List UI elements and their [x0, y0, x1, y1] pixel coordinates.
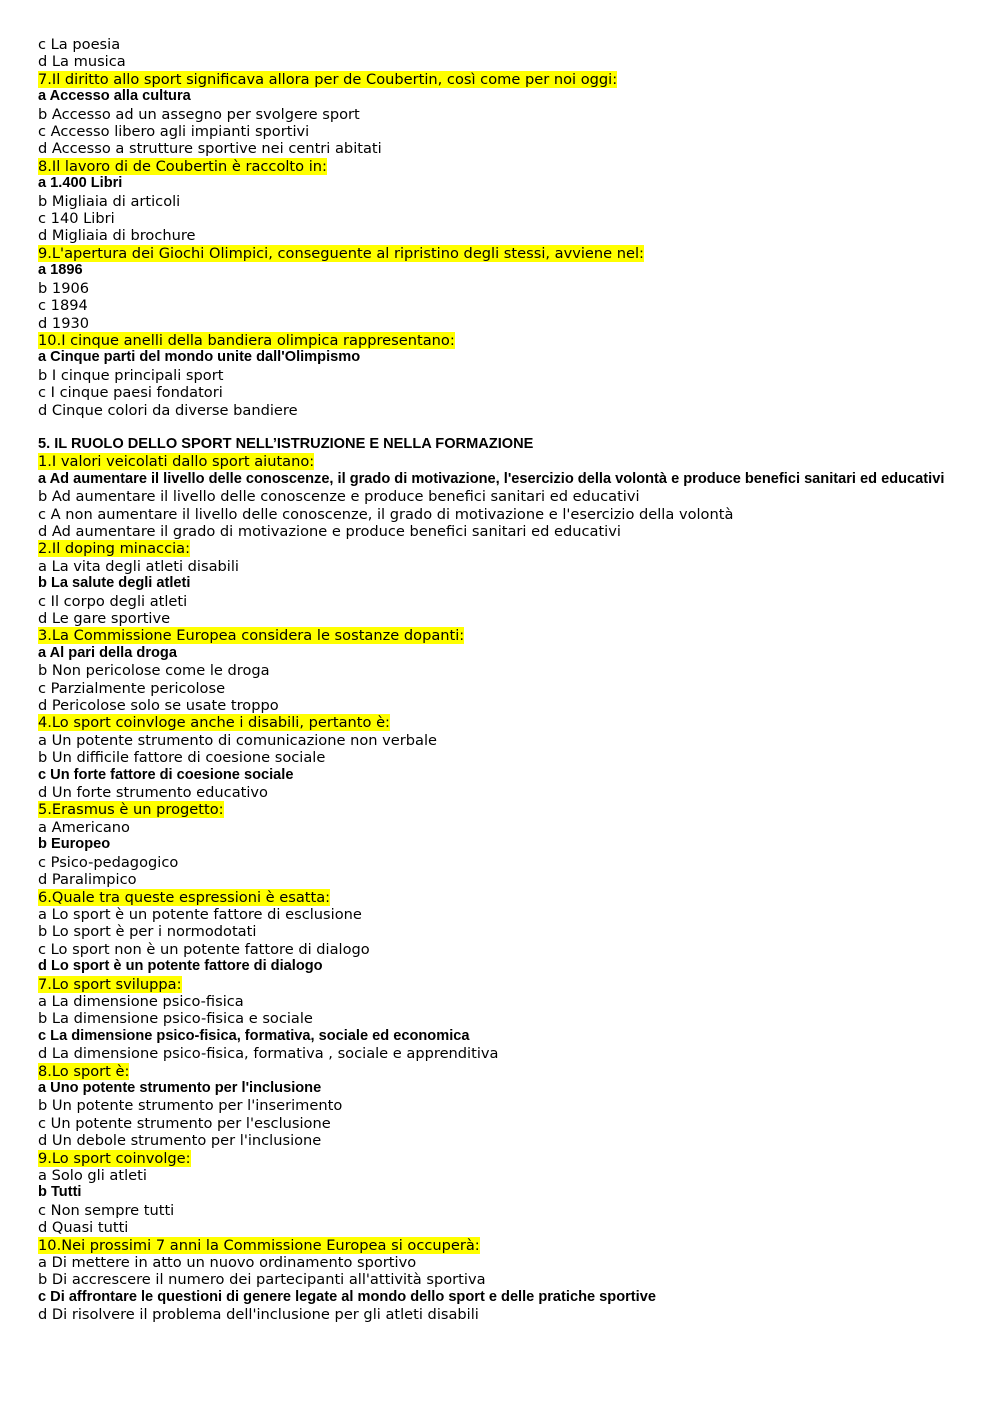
answer-option: d La dimensione psico-fisica, formativa , sociale e apprenditiva: [38, 1045, 499, 1063]
correct-answer: a Uno potente strumento per l'inclusione: [38, 1079, 322, 1096]
question: [38, 245, 968, 262]
correct-answer: d Lo sport è un potente fattore di dialogo: [38, 958, 323, 975]
correct-answer: a 1.400 Libri: [38, 175, 123, 192]
answer-option: b I cinque principali sport: [38, 366, 224, 384]
answer-option: b La dimensione psico-fisica e sociale: [38, 1010, 313, 1028]
answer-option: a Solo gli atleti: [38, 1167, 147, 1184]
answer-option: c Un potente strumento per l'esclusione: [38, 1114, 331, 1132]
answer-option: a Lo sport è un potente fattore di esclusione: [38, 905, 362, 923]
question: [38, 71, 968, 88]
correct-answer: c Di affrontare le questioni di genere legate al mondo dello sport e delle pratiche sportive: [38, 1288, 656, 1305]
answer-option: d Quasi tutti: [38, 1219, 129, 1237]
correct-answer: a Accesso alla cultura: [38, 88, 191, 105]
correct-answer: c La dimensione psico-fisica, formativa, sociale ed economica: [38, 1027, 470, 1044]
question-text: 7.Lo sport sviluppa:: [38, 975, 182, 993]
section-4-tail: [38, 36, 968, 71]
answer-option: d Pericolose solo se usate troppo: [38, 697, 279, 715]
section-title: 5. IL RUOLO DELLO SPORT NELL’ISTRUZIONE E NELLA FORMAZIONE: [38, 435, 534, 452]
question: [38, 889, 968, 906]
answer-option: b Di accrescere il numero dei partecipanti all'attività sportiva: [38, 1271, 486, 1289]
question: [38, 1063, 968, 1080]
question-text: 2.Il doping minaccia:: [38, 540, 191, 558]
correct-answer: a Al pari della droga: [38, 644, 177, 661]
answer-option: b Migliaia di articoli: [38, 192, 181, 210]
document-page: [38, 36, 968, 1324]
correct-answer: b Europeo: [38, 836, 111, 853]
answer-option: c Accesso libero agli impianti sportivi: [38, 123, 310, 141]
question: [38, 453, 968, 470]
question-text: 8.Il lavoro di de Coubertin è raccolto in:: [38, 157, 327, 175]
question-text: 8.Lo sport è:: [38, 1062, 130, 1080]
answer-option: b Lo sport è per i normodotati: [38, 923, 257, 941]
answer-option: a La dimensione psico-fisica: [38, 992, 244, 1010]
question: [38, 627, 968, 644]
question: [38, 1237, 968, 1254]
question: [38, 1150, 968, 1167]
answer-option: a Americano: [38, 818, 130, 836]
answer-option: d Accesso a strutture sportive nei centri abitati: [38, 140, 382, 158]
answer-option: d 1930: [38, 314, 90, 332]
question: [38, 158, 968, 175]
answer-option: a Di mettere in atto un nuovo ordinamento sportivo: [38, 1254, 417, 1272]
answer-option: c A non aumentare il livello delle conoscenze, il grado di motivazione e l'esercizio della volontà: [38, 505, 734, 523]
answer-option: c I cinque paesi fondatori: [38, 384, 223, 402]
answer-option: b 1906: [38, 279, 90, 297]
correct-answer: a Cinque parti del mondo unite dall'Olimpismo: [38, 349, 361, 366]
answer-option: c 140 Libri: [38, 210, 115, 228]
answer-option: c Non sempre tutti: [38, 1201, 175, 1219]
answer-option: b Accesso ad un assegno per svolgere sport: [38, 105, 360, 123]
answer-option: d Un forte strumento educativo: [38, 784, 268, 802]
answer-option: b Un potente strumento per l'inserimento: [38, 1097, 343, 1115]
answer-option: d Un debole strumento per l'inclusione: [38, 1132, 322, 1150]
section-5-questions: [38, 453, 968, 1323]
answer-option: b Un difficile fattore di coesione sociale: [38, 749, 326, 767]
answer-option: c Il corpo degli atleti: [38, 592, 188, 610]
answer-option: d Migliaia di brochure: [38, 227, 196, 245]
question-text: 6.Quale tra queste espressioni è esatta:: [38, 888, 331, 906]
question-text: 4.Lo sport coinvloge anche i disabili, pertanto è:: [38, 714, 390, 732]
question: [38, 801, 968, 818]
answer-option: c Lo sport non è un potente fattore di dialogo: [38, 940, 370, 958]
question: [38, 540, 968, 557]
question-text: 9.L'apertura dei Giochi Olimpici, conseguente al ripristino degli stessi, avviene nel:: [38, 244, 644, 262]
answer-option: c La poesia: [38, 36, 121, 53]
answer-option: d La musica: [38, 53, 126, 71]
section-4-questions: [38, 71, 968, 419]
answer-option: c 1894: [38, 297, 88, 315]
question-text: 7.Il diritto allo sport significava allora per de Coubertin, così come per noi oggi:: [38, 70, 618, 88]
question-text: 10.I cinque anelli della bandiera olimpica rappresentano:: [38, 331, 455, 349]
correct-answer: a 1896: [38, 262, 83, 279]
answer-option: d Cinque colori da diverse bandiere: [38, 401, 298, 419]
correct-answer: c Un forte fattore di coesione sociale: [38, 766, 294, 783]
correct-answer: b La salute degli atleti: [38, 575, 191, 592]
answer-option: a Un potente strumento di comunicazione non verbale: [38, 731, 438, 749]
answer-option: b Ad aumentare il livello delle conoscenze e produce benefici sanitari ed educativi: [38, 488, 640, 506]
question: [38, 714, 968, 731]
answer-option: d Paralimpico: [38, 871, 137, 889]
correct-answer: b Tutti: [38, 1184, 82, 1201]
answer-option: a La vita degli atleti disabili: [38, 557, 239, 575]
correct-answer: a Ad aumentare il livello delle conoscenze, il grado di motivazione, l'esercizio della volontà e produce benefici sanitari ed educativi: [38, 470, 945, 487]
question-text: 10.Nei prossimi 7 anni la Commissione Europea si occuperà:: [38, 1236, 480, 1254]
answer-option: c Psico-pedagogico: [38, 853, 179, 871]
question: [38, 332, 968, 349]
question-text: 3.La Commissione Europea considera le sostanze dopanti:: [38, 627, 465, 645]
answer-option: b Non pericolose come le droga: [38, 662, 270, 680]
question-text: 5.Erasmus è un progetto:: [38, 801, 224, 819]
answer-option: d Le gare sportive: [38, 610, 171, 627]
question: [38, 976, 968, 993]
question-text: 9.Lo sport coinvolge:: [38, 1149, 191, 1167]
question-text: 1.I valori veicolati dallo sport aiutano:: [38, 453, 315, 471]
answer-option: d Di risolvere il problema dell'inclusione per gli atleti disabili: [38, 1306, 479, 1324]
answer-option: c Parzialmente pericolose: [38, 679, 226, 697]
answer-option: d Ad aumentare il grado di motivazione e produce benefici sanitari ed educativi: [38, 522, 621, 540]
